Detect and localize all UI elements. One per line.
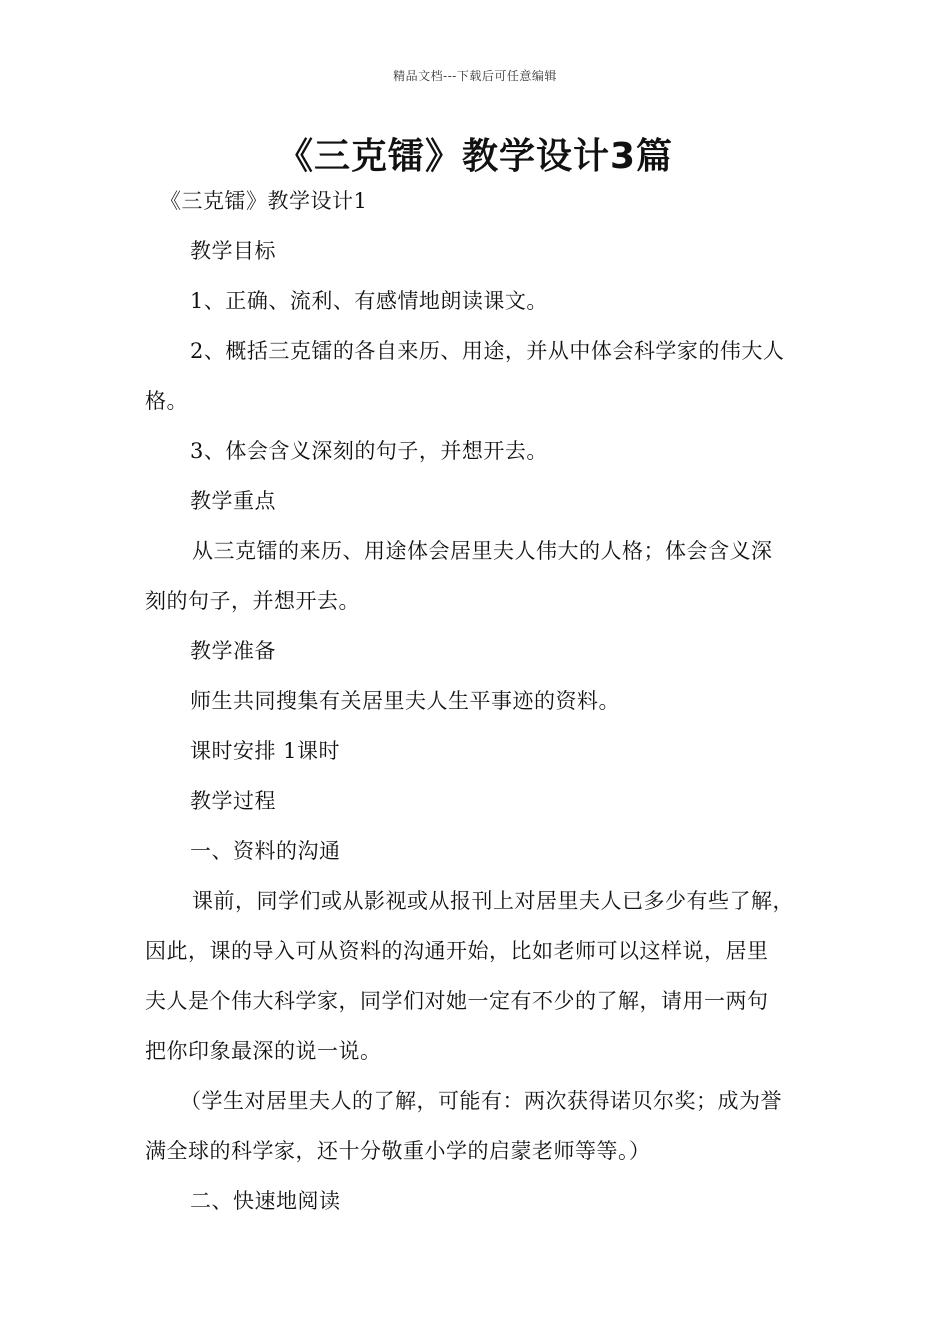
- paragraph-line: 因此，课的导入可从资料的沟通开始，比如老师可以这样说，居里: [145, 939, 769, 963]
- paragraph-line: 满全球的科学家，还十分敬重小学的启蒙老师等等。）: [145, 1139, 651, 1163]
- subheading-process: 教学过程: [190, 789, 276, 813]
- paragraph-line: 3、体会含义深刻的句子，并想开去。: [190, 439, 548, 463]
- subheading-step-two: 二、快速地阅读: [190, 1189, 341, 1213]
- section-heading: 《三克镭》教学设计1: [160, 189, 368, 213]
- paragraph-line: 刻的句子，并想开去。: [145, 589, 360, 613]
- subheading-preparation: 教学准备: [190, 639, 276, 663]
- document-title: 《三克镭》教学设计3篇: [276, 136, 674, 177]
- paragraph-line: 把你印象最深的说一说。: [145, 1039, 382, 1063]
- subheading-key-points: 教学重点: [190, 489, 276, 513]
- subheading-step-one: 一、资料的沟通: [190, 839, 341, 863]
- paragraph-line: 夫人是个伟大科学家，同学们对她一定有不少的了解，请用一两句: [145, 989, 769, 1013]
- paragraph-line: 格。: [145, 389, 188, 413]
- page-header: 精品文档---下载后可任意编辑: [393, 69, 557, 83]
- paragraph-line: 从三克镭的来历、用途体会居里夫人伟大的人格；体会含义深: [192, 539, 773, 563]
- subheading-objectives: 教学目标: [190, 239, 276, 263]
- paragraph-line: 课时安排 1课时: [190, 739, 341, 763]
- paragraph-line: 2、概括三克镭的各自来历、用途，并从中体会科学家的伟大人: [190, 339, 785, 363]
- paragraph-line: 师生共同搜集有关居里夫人生平事迹的资料。: [190, 689, 620, 713]
- paragraph-line: 课前，同学们或从影视或从报刊上对居里夫人已多少有些了解，: [192, 889, 794, 913]
- paragraph-line: （学生对居里夫人的了解，可能有：两次获得诺贝尔奖；成为誉: [180, 1089, 782, 1113]
- paragraph-line: 1、正确、流利、有感情地朗读课文。: [190, 289, 548, 313]
